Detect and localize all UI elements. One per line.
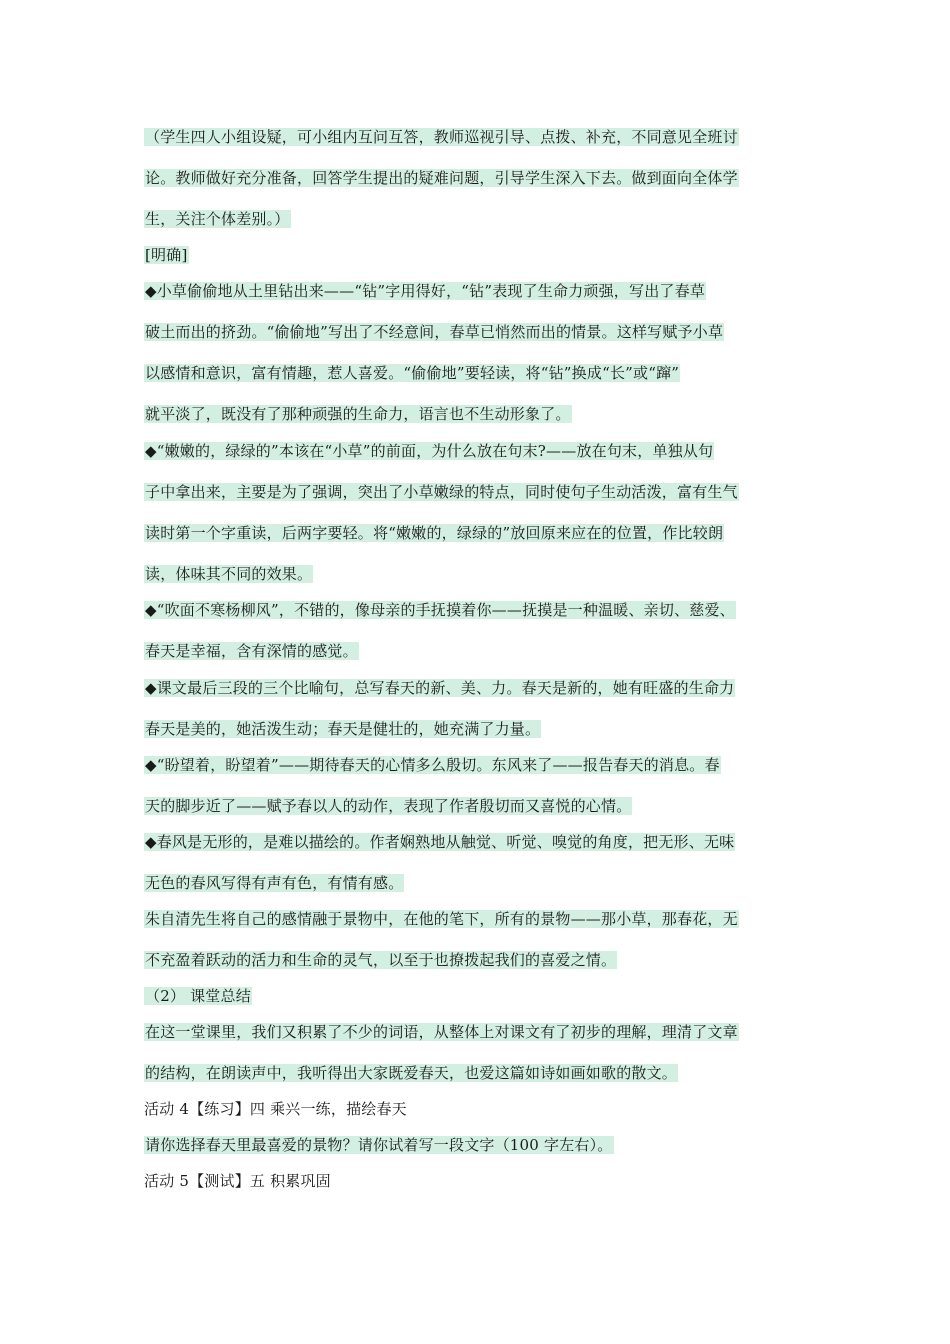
text-span: 以感情和意识，富有情趣，惹人喜爱。“偷偷地”要轻读，将“钻”换成“长”或“蹿” <box>145 364 680 382</box>
text-line <box>144 281 706 301</box>
text-line <box>144 986 252 1006</box>
text-span: ◆春风是无形的，是难以描绘的。作者娴熟地从触觉、听觉、嗅觉的角度，把无形、无味 <box>145 833 735 851</box>
text-span: ◆“嫩嫩的，绿绿的”本该在“小草”的前面，为什么放在句末?——放在句末，单独从句 <box>145 442 714 460</box>
text-line <box>144 564 313 584</box>
text-span: 朱自清先生将自己的感情融于景物中，在他的笔下，所有的景物——那小草，那春花，无 <box>145 910 738 928</box>
text-span: 读时第一个字重读，后两字要轻。将“嫩嫩的，绿绿的”放回原来应在的位置，作比较朗 <box>145 524 724 542</box>
text-line <box>144 600 736 620</box>
text-span: 生，关注个体差别。） <box>145 210 290 228</box>
text-span: 活动 4【练习】四 乘兴一练，描绘春天 <box>144 1100 407 1118</box>
text-line <box>144 363 680 383</box>
text-span: 春天是幸福，含有深情的感觉。 <box>145 642 358 660</box>
text-line <box>144 523 724 543</box>
text-line <box>144 1099 407 1119</box>
text-line <box>144 127 739 147</box>
text-line <box>144 796 632 816</box>
text-line <box>144 755 721 775</box>
text-line <box>144 441 714 461</box>
text-line <box>144 482 739 502</box>
text-span: 就平淡了，既没有了那种顽强的生命力，语言也不生动形象了。 <box>145 405 571 423</box>
text-line <box>144 209 291 229</box>
text-line <box>144 1063 678 1083</box>
text-line <box>144 873 404 893</box>
text-span: 的结构，在朗读声中，我听得出大家既爱春天，也爱这篇如诗如画如歌的散文。 <box>145 1064 678 1082</box>
text-span: 无色的春风写得有声有色，有情有感。 <box>145 874 404 892</box>
text-span: 子中拿出来，主要是为了强调，突出了小草嫩绿的特点，同时使句子生动活泼，富有生气 <box>145 483 738 501</box>
text-line <box>144 245 189 265</box>
text-line <box>144 1022 739 1042</box>
text-span: 论。教师做好充分准备，回答学生提出的疑难问题，引导学生深入下去。做到面向全体学 <box>145 169 738 187</box>
text-line <box>144 950 617 970</box>
text-line <box>144 641 359 661</box>
text-span: 破土而出的挤劲。“偷偷地”写出了不经意间，春草已悄然而出的情景。这样写赋予小草 <box>145 323 724 341</box>
text-span: ◆“吹面不寒杨柳风”，不错的，像母亲的手抚摸着你——抚摸是一种温暖、亲切、慈爱、 <box>145 601 735 619</box>
text-line <box>144 719 541 739</box>
text-span: 春天是美的，她活泼生动；春天是健壮的，她充满了力量。 <box>145 720 541 738</box>
text-line <box>144 322 724 342</box>
text-line <box>144 832 735 852</box>
text-line <box>144 678 735 698</box>
text-span: （学生四人小组设疑，可小组内互问互答，教师巡视引导、点拨、补充，不同意见全班讨 <box>145 128 738 146</box>
text-line <box>144 1171 331 1191</box>
text-span: 天的脚步近了——赋予春以人的动作，表现了作者殷切而又喜悦的心情。 <box>145 797 632 815</box>
text-span: [明确] <box>145 246 188 264</box>
text-span: 读，体味其不同的效果。 <box>145 565 313 583</box>
text-span: ◆“盼望着，盼望着”——期待春天的心情多么殷切。东风来了——报告春天的消息。春 <box>145 756 720 774</box>
text-line <box>144 404 572 424</box>
text-line <box>144 168 739 188</box>
text-span: 请你选择春天里最喜爱的景物？请你试着写一段文字（100 字左右）。 <box>145 1136 613 1154</box>
text-span: ◆小草偷偷地从土里钻出来——“钻”字用得好，“钻”表现了生命力顽强，写出了春草 <box>145 282 706 300</box>
text-line <box>144 1135 614 1155</box>
text-span: （2） 课堂总结 <box>145 987 251 1005</box>
text-span: 在这一堂课里，我们又积累了不少的词语，从整体上对课文有了初步的理解，理清了文章 <box>145 1023 738 1041</box>
text-span: ◆课文最后三段的三个比喻句，总写春天的新、美、力。春天是新的，她有旺盛的生命力 <box>145 679 735 697</box>
text-line <box>144 909 739 929</box>
text-span: 活动 5【测试】五 积累巩固 <box>144 1172 331 1190</box>
text-span: 不充盈着跃动的活力和生命的灵气，以至于也撩拨起我们的喜爱之情。 <box>145 951 617 969</box>
